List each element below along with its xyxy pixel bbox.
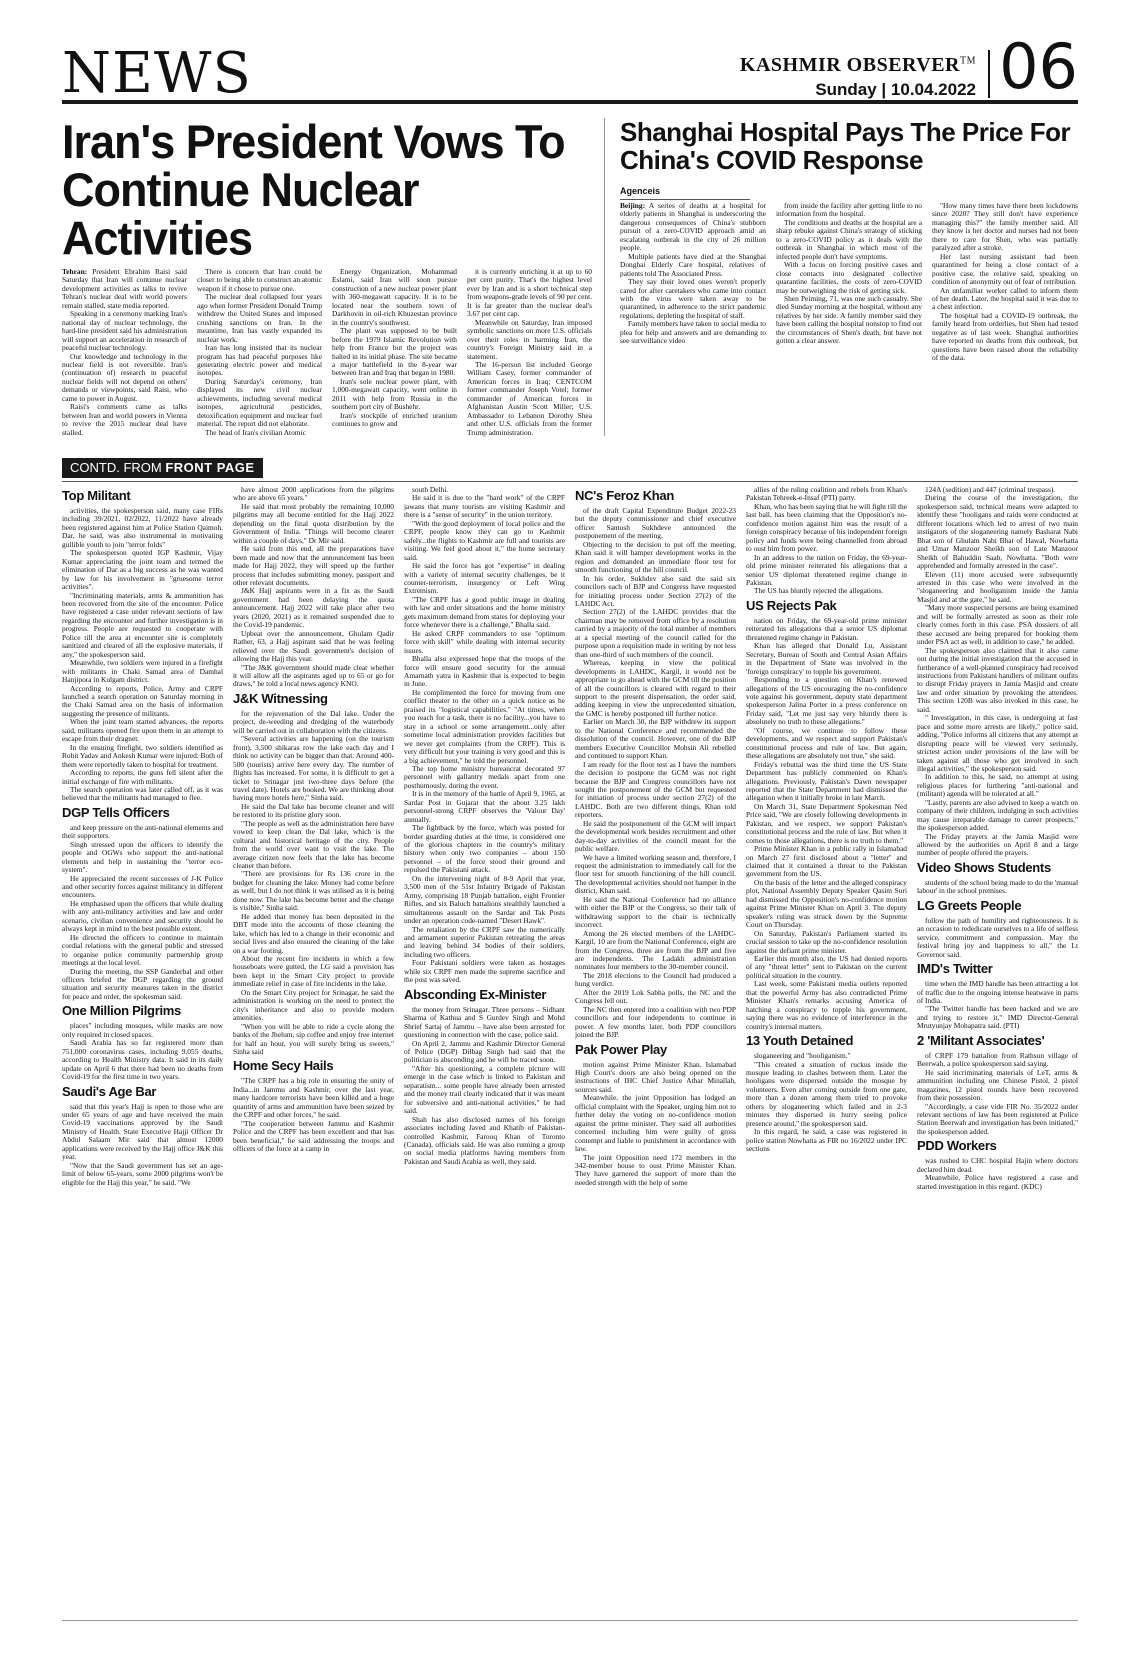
paragraph: Eleven (11) more accused were subsequently arrested in this case who were involved in the "sloganeering and hooliganism inside the Jamia Masjid and at the gate," he said. [917, 569, 1078, 604]
paragraph: The 16-person list included George William Casey, former commander of American forces in Iraq; CENTCOM former commander Joseph Votel; former commander of American forces in Afghanistan Austin Scott Miller; U.S. Ambassador to Lebanon Dorothy Shea and other U.S. officials from the former Trump administration. [467, 359, 592, 437]
paragraph: Iran has long insisted that its nuclear program has had peaceful purposes like generating electric power and medical isotopes. [197, 343, 322, 378]
contd-label-prefix: CONTD. FROM [70, 460, 166, 475]
paragraph: The conditions and deaths at the hospital are a sharp rebuke against China's strategy of sticking to a zero-COVID policy as it deals with the outbreak in Shanghai in which most of the infected people don't have symptoms. [776, 217, 922, 261]
paragraph: Prime Minister Khan in a public rally in Islamabad on March 27 first disclosed about a "letter" and claimed that it contained a threat to the Pakistan government from the US. [746, 844, 907, 879]
paragraph: In an address to the nation on Friday, the 69-year-old prime minister reiterated his allegations that a senior US diplomat threatened regime change in Pakistan. [746, 552, 907, 587]
paragraph: There is concern that Iran could be closer to being able to construct an atomic weapon if it chose to pursue one. [197, 268, 322, 293]
headline-iran: Iran's President Vows To Continue Nuclear Activities [62, 114, 565, 265]
paragraph: The spokesperson also claimed that it also came out during the initial investigation that the accused in furtherance of a well-planned conspiracy had received instructions from Pakistani handlers of militant outfits to disrupt Friday prayers in Jamia Masjid and create law and order situation by provoking the attendees. This section 120B was also invoked in this case, he said. [917, 645, 1078, 714]
paragraph: He said the National Conference had no alliance with either the BJP or the Congress, so their talk of withdrawing support to the chair is technically incorrect. [575, 894, 736, 930]
paragraph: " Investigation, in this case, is undergoing at fast pace and some more arrests are likely," police said, adding, "Police informs all citizens that any attempt at disrupting peace will be viewed very seriously, strictest action under provisions of the law will be taken against all those who get involved in such illegal activities," the spokesperson said. [917, 713, 1078, 773]
paragraph: Khan has alleged that Donald Lu, Assistant Secretary, Bureau of South and Central Asian Affairs in the Department of State was involved in the 'foreign conspiracy' to topple his government. [746, 641, 907, 676]
paragraph: Meanwhile, the joint Opposition has lodged an official complaint with the Speaker, urging him not to further delay the voting on no-confidence motion against the prime minister. They said all authorities concerned including him were guilty of gross contempt and liable to punishment in accordance with law. [575, 1093, 736, 1154]
paragraph: The joint Opposition need 172 members in the 342-member house to oust Prime Minister Khan. They have garnered the support of more than the needed strength with the help of some [575, 1152, 736, 1187]
contd-banner [62, 458, 1078, 478]
article-body-iran [62, 268, 592, 460]
paragraph: The plant was supposed to be built before the 1979 Islamic Revolution with help from France but the project was halted in its initial phase. The site became a major battlefield in the 8-year war between Iran and Iraq that began in 1980. [332, 326, 457, 378]
paragraph: In this regard, he said, a case was registered in police station Nowhatta as FIR no 16/2022 under IPC sections [746, 1127, 907, 1154]
paragraph: On the intervening night of 8-9 April that year, 3,500 men of the 51st Infantry Brigade of Pakistan Army, comprising 18 Punjab battalion, eight Frontier Rifles, and six Baluch battalions stealthily launched a simultaneous assault on the Sardar and Tak Posts under an operation code-named "Desert Hawk". [404, 873, 565, 926]
paragraph: motion against Prime Minister Khan. Islamabad High Court's doors are also being opened on the instructions of IHC Chief Justice Athar Minallah, sources said. [575, 1059, 736, 1094]
headline-shanghai: Shanghai Hospital Pays The Price For China's COVID Response [620, 117, 1071, 175]
dateline: Tehran: [62, 268, 88, 276]
contd-story-heading: Pak Power Play [575, 1041, 667, 1057]
paragraph: Speaking in a ceremony marking Iran's national day of nuclear technology, the hard-line president said his administration will support an acceleration in research of peaceful nuclear technology. [62, 309, 187, 353]
paragraph: activities, the spokesperson said, many case FIRs including 39/2021, 02/2022, 11/2022 have already been registered against him at Police Station Qaimoh. Dar, he said, was also instrumental in motivating gullible youth to join "terror folds" [62, 506, 223, 549]
paragraph: With a focus on forcing positive cases and close contacts into designated collective quarantine facilities, the costs of zero-COVID may be outweighing the risk of getting sick. [776, 260, 922, 295]
paragraph: After the 2019 Lok Sabha polls, the NC and the Congress fell out. [575, 987, 736, 1006]
paragraph: On the basis of the letter and the alleged conspiracy plot, National Assembly Deputy Speaker Qasim Suri had dismissed the Opposition's no-confidence motion against Prime Minister Khan on April 3. The deputy speaker's ruling was struck down by the Supreme Court on Thursday. [746, 877, 907, 930]
paragraph: He said from this end, all the preparations have been made and now that the announcement has been made for Hajj 2022, they will speed up the further process that includes submitting money, passport and other relevant documents. [233, 544, 394, 587]
paragraph: Earlier this month also, the US had denied reports of any "threat letter" sent to Pakistan on the current political situation in the country. [746, 954, 907, 980]
paragraph: I am ready for the floor test as I have the numbers the decision to postpone the GCM was not right because the BJP and Congress councillors have not sought the postponement of the GCM but requested for initiation of process under section 27(2) of the LAHDC. Both are two different things, Khan told reporters. [575, 759, 736, 820]
paragraph: He directed the officers to continue to maintain cordial relations with the general public and stressed to organise police community partnership group meetings at the local level. [62, 932, 223, 968]
paragraph: Four Pakistani soldiers were taken as hostages while six CRPF men made the supreme sacrifice and the post was saved. [404, 958, 565, 985]
paragraph: The top home ministry bureaucrat decorated 97 personnel with gallantry medals apart from one posthumously, during the event. [404, 763, 565, 790]
text-column [197, 268, 322, 460]
text-column [467, 268, 592, 460]
paragraph: An unfamiliar worker called to inform them of her death. Later, the hospital said it was due to a chest infection. [932, 285, 1078, 312]
paragraph: allies of the ruling coalition and rebels from Khan's Pakistan Tehreek-e-Insaf (PTI) party. [746, 486, 907, 503]
paragraph: He said that most probably the remaining 10,000 pilgrims may all become entitled for the Hajj 2022 depending on the final quota distribution by the Government of India. "Things will become clearer within a couple of days," Dr Mir said. [233, 501, 394, 545]
byline: Agenceis [620, 186, 750, 200]
text-column [932, 202, 1078, 428]
paragraph: for the rejuvenation of the Dal lake. Under the project, de-weeding and dredging of the waterbody will be carried out in collaboration with the citizens. [233, 708, 394, 735]
paragraph: Shah has also disclosed names of his foreign associates including Javed and Khatib of Pakistan-controlled Kashmir, Farooq Khan of Toronto (Canada), officials said. He was also running a group on social media platforms having members from Pakistan and Saudi Arabia as well, they said. [404, 1114, 565, 1166]
paragraph: "After his questioning, a complete picture will emerge in the case which is linked to Pakistan and separatism... some people have already been arrested and the money trail clearly indicated that it was meant for subversive and anti-national activities," he had said. [404, 1063, 565, 1116]
paragraph: Objecting to the decision to put off the meeting, Khan said it will hamper development works in the region and demanded an immediate floor test for smooth functioning of the hill council. [575, 539, 736, 575]
paragraph: It is in the memory of the battle of April 9, 1965, at Sardar Post in Gujarat that the about 3.25 lakh personnel-strong CRPF observes the 'Valour Day' annually. [404, 789, 565, 824]
paragraph: Saudi Arabia has so far registered more than 751,000 coronavirus cases, including 9,055 deaths, according to Health Ministry data. It said in its daily update on April 6 that there had been no deaths from Covid-19 for the first time in two years. [62, 1038, 223, 1082]
trademark-mark: TM [960, 55, 976, 67]
contd-story-heading: Home Secy Hails [233, 1058, 334, 1074]
paragraph: The fightback by the force, which was posted for border guarding duties at the time, is considered one of the glorious chapters in the country's military history when only two companies – about 150 personnel – of the force stood their ground and repulsed the Pakistani attack. [404, 823, 565, 875]
paragraph: from inside the facility after getting little to no information from the hospital. [776, 202, 922, 219]
paragraph: Last week, some Pakistani media outlets reported that the powerful Army has also contradicted Prime Minister Khan's remarks accusing America of hatching a conspiracy to topple his government, saying there was no evidence of interference in the country's internal matters. [746, 979, 907, 1031]
text-column [917, 486, 1078, 1616]
paragraph: Iran's sole nuclear power plant, with 1,000-megawatt capacity, went online in 2011 with help from Russia in the southern port city of Bushehr. [332, 376, 457, 412]
paragraph: On April 2, Jammu and Kashmir Director General of Police (DGP) Dilbag Singh had said that the politician is absconding and he will be traced soon. [404, 1038, 565, 1065]
contd-label-bold: FRONT PAGE [165, 460, 255, 475]
paragraph: Section 27(2) of the LAHDC provides that the chairman may be removed from office by a resolution carried by a majority of the total number of members at a special meeting of the council called for the purpose upon a requisition made in writing by not less than one-third of such members of the council. [575, 607, 736, 659]
paragraph: Meanwhile, Police have registered a case and started investigation in this regard. (KDC) [917, 1173, 1078, 1191]
paragraph: Multiple patients have died at the Shanghai Donghai Elderly Care hospital, relatives of patients told The Associated Press. [620, 251, 766, 278]
contd-story-heading: PDD Workers [917, 1138, 997, 1154]
text-column [62, 486, 223, 1616]
paragraph: Among the 26 elected members of the LAHDC-Kargil, 10 are from the National Conference, eight are from the Congress, three are from the BJP and five are independents. The Ladakh administration nominates four members to the 30-member council. [575, 928, 736, 972]
paragraph: During the course of the investigation, the spokesperson said, technical means were adapted to identify these "hooligans and raids were conducted at different locations which led to arrest of two main instigators of the sloganeering namely Basharat Nabi Bhat son of Ghulam Nabi Bhat of Hawal, Nowhatta and Umar Manzoor Sheikh son of Late Manzoor Sheikh of Bahuddin Saab, Nowhatta. "Both were apprehended and formally arrested in the case". [917, 493, 1078, 571]
paragraph: "This created a situation of ruckus inside the mosque leading to clashes between them. Later the hooligans were dispersed outside the mosque by volunteers. Even after coming outside from one gate, more than a dozen among them tried to provoke others by sloganeering which failed and in 2-3 minutes they dispersed in hurry seeing police presence around," the spokesperson said. [746, 1059, 907, 1128]
paragraph: When the joint team started advances, the reports said, militants opened fire upon them in an attempt to escape from their dragnet. [62, 717, 223, 744]
paragraph: places" including mosques, while masks are now only required in closed spaces. [62, 1021, 223, 1039]
paragraph: follow the path of humility and righteousness. It is an occasion to rededicate ourselves to a life of selfless service, commitment and compassion. May the festival bring joy and happiness to all," the Lt Governor said. [917, 915, 1078, 959]
paragraph: During the meeting, the SSP Ganderbal and other officers briefed the DGP regarding the ground situation and security measures taken in the district for peace and order, the spokesman said. [62, 966, 223, 1001]
paragraph: Family members have taken to social media to plea for help and answers and are demanding to see surveillance video [620, 319, 766, 346]
paragraph: of the draft Capital Expenditure Budget 2022-23 but the deputy commissioner and chief executive officer Santosh Sukhdeve announced the postponement of the meeting. [575, 506, 736, 541]
contd-story-heading: NC's Feroz Khan [575, 488, 674, 503]
paragraph: time when the IMD handle has been attracting a lot of traffic due to the ongoing intense heatwave in parts of India. [917, 979, 1078, 1006]
paragraph: Whereas, keeping in view the political developments in LAHDC, Kargil, it would not be appropriate to go ahead with the GCM till the position of all the councillors is cleared with regard to their support to the present dispensation, the order said, adding keeping in view the unprecedented situation, the GMC is hereby postponed till further notice. [575, 658, 736, 718]
paragraph: The nuclear deal collapsed four years ago when former President Donald Trump withdrew the United States and imposed crushing sanctions on Iran. In the meantime, Iran has vastly expanded its nuclear work. [197, 292, 322, 344]
paragraph: Meanwhile on Saturday, Iran imposed symbolic sanctions on more U.S. officials over their roles in harming Iran, the country's Foreign Ministry said in a statement. [467, 317, 592, 361]
paragraph: south Delhi. [412, 486, 449, 494]
contd-rule [62, 481, 1078, 482]
text-column [620, 202, 766, 428]
paragraph: "Of course, we continue to follow these developments, and we respect and support Pakistan's constitutional process and rule of law. But again, these allegations are absolutely not true," she said. [746, 725, 907, 761]
paragraph: We have a limited working season and, therefore, I request the administration to immediately call for the floor test for smooth functioning of the hill council. The developmental activities should not hamper in the district, Khan said. [575, 852, 736, 896]
paragraph: The 2018 elections to the Council had produced a hung verdict. [575, 970, 736, 989]
paragraph: Raisi's comments came as talks between Iran and world powers in Vienna to revive the 2015 nuclear deal have stalled. [62, 402, 187, 437]
text-column [62, 268, 187, 460]
continued-columns [62, 486, 1078, 1616]
paragraph: Responding to a question on Khan's renewed allegations of the US encouraging the no-confidence vote against his government, deputy state department spokesperson Jalina Porter in a press conference on Friday said, "Let me just say very bluntly there is absolutely no truth to these allegations." [746, 675, 907, 727]
masthead [62, 30, 1078, 106]
story-iran-nuclear [62, 114, 592, 437]
paragraph: He complimented the force for moving from one conflict theater to the other on a quick notice as he praised its "logistical capabilities." "At times, when you reach for a task, there is no facility...you have to stay in a school or some arrangement...only after sometime local administration provides facilities but we never get complaints (from the CRPF). This is very difficult but your training is very good and this is a big achievement," he told the personnel. [404, 687, 565, 765]
paragraph: On March 31, State Department Spokesman Ned Price said, "We are closely following developments in Pakistan, and we respect, we support Pakistan's constitutional process and the rule of law. But when it comes to those allegations, there is no truth to them." [746, 801, 907, 845]
issue-date: Sunday | 10.04.2022 [815, 80, 976, 99]
paragraph: The head of Iran's civilian Atomic [205, 427, 306, 437]
paragraph: "The Twitter handle has been hacked and we are and trying to restore it," IMD Director-General Mrutyunjay Mohapatra said. (PTI) [917, 1004, 1078, 1031]
paragraph: Energy Organization, Mohammad Eslami, said Iran will soon pursue construction of a new nuclear power plant with 360-megawatt capacity. It is to be located near the southern town of Darkhovin in oil-rich Khuzestan province in the country's southwest. [332, 268, 457, 327]
paragraph: was rushed to CHC hospital Hajin where doctors declared him dead. [917, 1156, 1078, 1174]
contd-story-heading: Video Shows Students [917, 859, 1051, 875]
story-shanghai-hospital [620, 118, 1078, 436]
dateline: Beijing: [620, 202, 646, 210]
contd-story-heading: Absconding Ex-Minister [404, 986, 547, 1002]
contd-story-heading: DGP Tells Officers [62, 804, 170, 820]
paragraph: "When you will be able to ride a cycle along the banks of the Jhelum, sip coffee and enjoy free internet for half an hour, you will surely bring us sweets," Sinha said [233, 1021, 394, 1056]
paragraph: "Incriminating materials, arms & ammunition has been recovered from the site of the encounter. Police have registered a case under relevant sections of law regarding the encounter and further investigation is in progress. People are requested to cooperate with Police till the area at encounter site is completely sanitized and cleared of all the explosive materials, if any," the spokesperson said. [62, 590, 223, 659]
paragraph: In the ensuing firefight, two soldiers identified as Rohit Yadav and Ankesh Kumar were injured. Both of them were reportedly taken to hospital for treatment. [62, 742, 223, 769]
paragraph: "The cooperation between Jammu and Kashmir Police and the CRPF has been excellent and that has been beneficial," he said addressing the troops and officers of the force at a camp in [233, 1118, 394, 1154]
paragraph: The retaliation by the CRPF saw the numerically and armament superior Pakistan retreating the areas and leaving behind 34 bodies of their soldiers, including two officers. [404, 924, 565, 959]
contd-story-heading: One Million Pilgrims [62, 1003, 181, 1019]
masthead-divider [988, 50, 990, 98]
paragraph: On Saturday, Pakistan's Parliament started its crucial session to take up the no-confidence resolution against the defiant prime minister. [746, 928, 907, 955]
paragraph: He emphasised upon the officers that while dealing with any anti-militancy activities and law and order scenario, civilian convenience and security should be always kept in mind to the best possible extent. [62, 898, 223, 934]
paragraph: have almost 2000 applications from the pilgrims who are above 65 years." [233, 486, 394, 503]
paragraph: In addition to this, he said, no attempt at using religious places for furthering "anti-national and (militant) agenda will be tolerated at all." [917, 772, 1078, 799]
paragraph: students of the school being made to do the 'manual labour' in the school premises. [917, 877, 1078, 896]
text-column [776, 202, 922, 428]
paragraph: "The CRPF has a big role in ensuring the unity of India...in Jammu and Kashmir, over the last year, many hardcore terrorists have been killed and a huge quantity of arms and ammunition have been seized by the CRPF and other forces," he said. [233, 1076, 394, 1120]
paragraph: He said the force has got "expertise" in dealing with a variety of internal security challenges, be it counter-terrorism, insurgency or Left Wing Extremism. [404, 561, 565, 596]
contd-story-heading: IMD's Twitter [917, 961, 993, 977]
paragraph: He said incriminating materials of LeT, arms & ammunition including one Chinese Pistol, 2 pistol magazines, 12 pistol rounds have been recovered from their possession. [917, 1067, 1078, 1103]
paragraph: According to reports, the guns fell silent after the initial exchange of fire with militants. [62, 768, 223, 786]
paragraph: Shen Peiming, 71, was one such casualty. She died Sunday morning at the hospital, without any relatives by her side. A family member said they have been calling the hospital nonstop to find out the circumstances of Shen's death, but have not gotten a clear answer. [776, 293, 922, 346]
paragraph: of CRPF 179 battalion from Rathsun village of Beerwah, a police spokesperson said saying. [917, 1050, 1078, 1069]
paragraph: J&K Hajj aspirants were in a fix as the Saudi government had been delaying the quota announcement. Hajj 2022 will take place after two years (2020, 2021) as it remained suspended due to the Covid-19 pandemic. [233, 586, 394, 630]
paragraph: "Lastly, parents are also advised to keep a watch on company of their children, indulging in such activities may cause irreparable damage to career prospects," the spokesperson added. [917, 797, 1078, 833]
paragraph: Singh stressed upon the officers to identify the people and OGWs who support the anti-national elements and help in sustaining the "terror eco-system". [62, 839, 223, 875]
paragraph: it is currently enriching it at up to 60 per cent purity. That's the highest level ever by Iran and is a short technical step from weapons-grade levels of 90 per cent. It is far greater than the nuclear deal's 3.67 per cent cap. [467, 268, 592, 319]
paragraph: Our knowledge and technology in the nuclear field is not reversible. Iran's (continuation of) research in peaceful nuclear fields will not depend on others' demands or viewpoints, said Raisi, who came to power in August. [62, 351, 187, 403]
paragraph: The hospital had a COVID-19 outbreak, the family heard from orderlies, but Shen had tested negative as of last week. Shanghai authorities have reported no deaths from this outbreak, but questions have been raised about the reliability of the data. [932, 310, 1078, 363]
contd-story-heading: Top Militant [62, 488, 131, 503]
paragraph: They say their loved ones weren't properly cared for after caretakers who came into contact with the virus were taken away to be quarantined, in adherence to the strict pandemic regulations, depleting the hospital of staff. [620, 277, 766, 320]
paragraph: nation on Friday, the 69-year-old prime minister reiterated his allegations that a senior US diplomat threatened regime change in Pakistan. [746, 615, 907, 642]
paragraph: The spokesperson quoted IGP Kashmir, Vijay Kumar appreciating the joint team and termed the elimination of Dar as a big success as he was wanted by law for his involvement in "gruesome terror activities". [62, 548, 223, 592]
footer-rule [62, 1620, 1078, 1621]
contd-story-heading: 13 Youth Detained [746, 1033, 854, 1049]
paragraph: 124A (sedition) and 447 (criminal trespass). [925, 486, 1056, 494]
paragraph: sloganeering and "hooliganism." [754, 1051, 851, 1061]
contd-story-heading: J&K Witnessing [233, 690, 328, 706]
column-divider [604, 118, 605, 436]
paragraph: The NC then entered into a coalition with two PDP councillors and four independents to continue in power. A few months later, both PDP councillors joined the BJP. [575, 1004, 736, 1040]
paragraph: the money from Srinagar. Three persons – Sidhant Sharma of Kathua and S Gurdev Singh and Mohd Shrief Sartaj of Jammu – have also been arrested for questioning in connection with the case, police said. [404, 1004, 565, 1040]
contd-story-heading: US Rejects Pak [746, 597, 837, 613]
section-title: NEWS [62, 41, 252, 106]
contd-story-heading: LG Greets People [917, 897, 1022, 913]
text-column [332, 268, 457, 460]
paragraph: During Saturday's ceremony, Iran displayed its new civil nuclear achievements, including several medical isotopes, agricultural pesticides, detoxification equipment and nuclear fuel material. The report did not elaborate. [197, 376, 322, 429]
paragraph: "There are provisions for Rs 136 crore in the budget for cleaning the lake. Money had come before as well, but I do not think it was utilised as it is being done now. The lake has become better and the change is visible," Sinha said. [233, 869, 394, 913]
paper-name [740, 54, 976, 77]
paragraph: said that this year's Hajj is open to those who are under 65 years of age and have received the main Covid-19 vaccinations approved by the Saudi Ministry of Health. State Executive Hajji Officer Dr Abdul Salaam Mir said that almost 12000 applications were received by the Hajj office J&K this year. [62, 1101, 223, 1162]
article-body-shanghai [620, 202, 1078, 428]
paragraph: The US has bluntly rejected the allegations. [754, 586, 884, 596]
text-column [404, 486, 565, 1616]
paragraph: He said the Dal lake has become cleaner and will be restored to its pristine glory soon. [233, 801, 394, 820]
paper-name-text: KASHMIR OBSERVER [739, 54, 960, 76]
paragraph: He added that money has been deposited in the DBT mode into the accounts of those cleaning the lake, which has led to a change in their economic and social lives and also ensured the cleaning of the lake on a war footing. [233, 911, 394, 955]
paragraph: "The people as well as the administration here have vowed to keep clean the Dal lake, which is the cultural and historical heritage of the city. People from the world over want to visit the lake. The average citizen now feels that the lake has become cleaner than before. [233, 818, 394, 871]
paragraph: "The CRPF has a good public image in dealing with law and order situations and the home ministry gets maximum demand from states for deploying your force whenever there is a challenge," Bhalla said. [404, 594, 565, 630]
paragraph: Tehran: President Ebrahim Raisi said Saturday that Iran will continue nuclear development activities as talks to revive Tehran's nuclear deal with world powers remain stalled, state media reported. [62, 268, 187, 310]
contd-label [62, 458, 263, 478]
paragraph: He said the postponement of the GCM will impact the developmental work besides recruitment and other day-to-day activities of the council meant for the public welfare. [575, 818, 736, 854]
paragraph: Friday's rebuttal was the third time the US State Department has publicly commented on Khan's allegations. Previously, Pakistan's Dawn newspaper reported that the State Department had dismissed the allegation when it initially broke in late March. [746, 759, 907, 803]
paragraph: According to reports, Police, Army and CRPF launched a search operation on Saturday morning in the Chaki Samad area on the basis of information suggesting the presence of militants. [62, 683, 223, 718]
paragraph: "Now that the Saudi government has set an age-limit of below 65-years, some 2000 pilgrims won't be eligible for the Hajj this year," he said. "We [62, 1160, 223, 1187]
paragraph: On the Smart City project for Srinagar, he said the administration is working on the need to protect the city's inheritance and also to provide modern amenities. [233, 987, 394, 1023]
paragraph: Khan, who has been saying that he will fight till the last ball, has been claiming that the Opposition's no-confidence motion against him was the result of a foreign conspiracy because of his independent foreign policy and funds were being channelled from abroad to oust him from power. [746, 501, 907, 554]
paragraph: "How many times have there been lockdowns since 2020? They still don't have experience managing this?" the family member said. All they know is her doctor and nurses had not been there to care for Shen, who was partially paralyzed after a stroke. [932, 202, 1078, 253]
paragraph: "The J&K government should made clear whether it will allow all the aspirants aged up to 65 or go for draws," he told a local news agency KNO. [233, 662, 394, 689]
paragraph: He asked CRPF commanders to use "optimum force with skill" while dealing with internal security issues. [404, 628, 565, 655]
paragraph: "Accordingly, a case vide FIR No. 35/2022 under relevant sections of law has been registered at Police Station Beerwah and investigation has been initiated," the spokesperson added. [917, 1101, 1078, 1136]
paragraph: He said it is due to the "hard work" of the CRPF jawans that many tourists are visiting Kashmir and there is a "sense of security" in the union territory. [404, 493, 565, 520]
text-column [746, 486, 907, 1616]
paragraph: and keep pressure on the anti-national elements and their supporters. [62, 822, 223, 841]
paragraph: Earlier on March 30, the BJP withdrew its support to the National Conference and recommended the dissolution of the council. However, one of the BJP members Executive Councillor Mohsin Ali rebelled and continued to support Khan. [575, 717, 736, 761]
paragraph: In his order, Sukhdev also said the said six councilors each of BJP and Congress have requested for initiating process under Section 27(2) of the LAHDC Act. [575, 573, 736, 608]
paragraph: The search operation was later called off, as it was believed that the militants had managed to flee. [62, 784, 223, 803]
paragraph: Meanwhile, two soldiers were injured in a firefight with militants in Chaki Samad area of Damhal Hanjipora in Kulgam district. [62, 658, 223, 685]
paragraph: Iran's stockpile of enriched uranium continues to grow and [332, 410, 457, 429]
continued-stories [62, 486, 1078, 1616]
paragraph: "Several activities are happening (on the tourism front), 3,500 shikaras row the lake each day and I think no activity can be bigger than that. Around 400-500 (tourists) arrive here every day. The number of flights has increased. For some, it is difficult to get a ticket to Srinagar just two-three days before (the travel date). Hotels are booked. We are thinking about having more hotels here," Sinha said. [233, 734, 394, 803]
page-number: 06 [999, 30, 1078, 103]
paragraph: Her last nursing assistant had been quarantined for being a close contact of a positive case, the relative said, speaking on condition of anonymity out of fear of retribution. [932, 251, 1078, 287]
contd-story-heading: Saudi's Age Bar [62, 1083, 157, 1099]
paragraph: Bhalla also expressed hope that the troops of the force will ensure good security for the annual Amarnath yatra in Kashmir that is expected to begin in June. [404, 654, 565, 689]
text-column [233, 486, 394, 1616]
paragraph: Upbeat over the announcement, Ghulam Qadir Rather, 63, a Hajj aspirant said that he was feeling relieved over the Saudi government's decision of allowing the Hajj this year. [233, 628, 394, 664]
paragraph: The Friday prayers at the Jamia Masjid were allowed by the authorities on April 8 and a large number of people offered the prayers. [917, 831, 1078, 858]
paragraph: He appreciated the recent successes of J-K Police and other security forces against militancy in different encounters. [62, 873, 223, 900]
paragraph: "Many more suspected persons are being examined and will be formally arrested as soon as their role clearly comes forth in this case. PSA dossiers of all these accused are being prepared for booking them under PSA act as well, in addition to case," he added. [917, 603, 1078, 647]
contd-story-heading: 2 'Militant Associates' [917, 1032, 1045, 1048]
paragraph: Beijing: A series of deaths at a hospital for elderly patients in Shanghai is underscoring the dangerous consequences of China's stubborn pursuit of a zero-COVID approach amid an escalating outbreak in the city of 26 million people. [620, 202, 766, 253]
text-column [575, 486, 736, 1616]
paragraph: About the recent fire incidents in which a few houseboats were gutted, the LG said a provision has been kept in the Smart City project to provide immediate relief in case of fire incidents in the lake. [233, 954, 394, 989]
paragraph: "With the good deployment of local police and the CRPF, people know they can go to Kashmir safely...the flights to Kashmir are full and tourists are visiting. We feel good about it," the home secretary said. [404, 518, 565, 562]
